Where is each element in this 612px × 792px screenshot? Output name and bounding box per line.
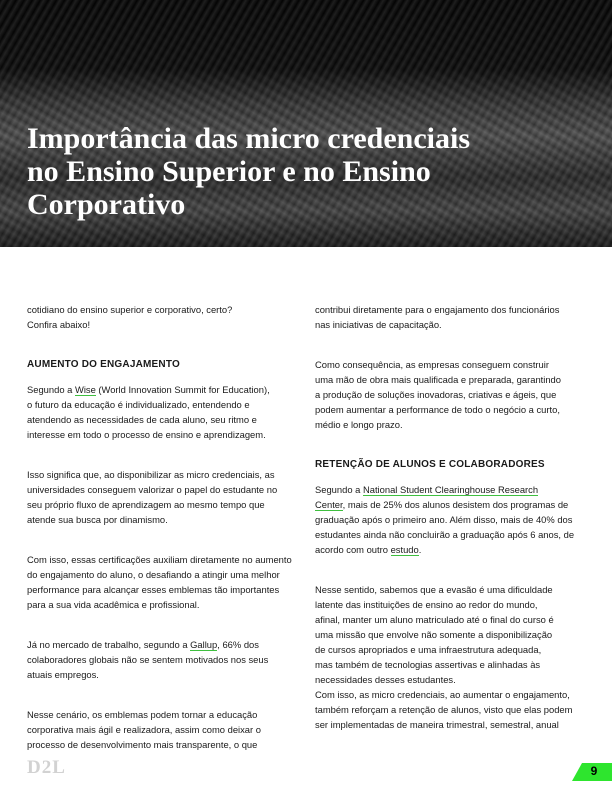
link-clearinghouse-center[interactable]: Center xyxy=(315,499,343,510)
paragraph-gallup: Já no mercado de trabalho, segundo a Gallup, 66% dos colaboradores globais não se sentem motivados nos seus atuais empregos. xyxy=(27,639,269,680)
title-line: no Ensino Superior e no Ensino xyxy=(27,155,431,188)
link-gallup[interactable]: Gallup xyxy=(190,639,218,650)
paragraph-certifications: Com isso, essas certificações auxiliam diretamente no aumento do engajamento do aluno, o desafiando a atingir uma melhor performance para alcançar esses emblemas tão importantes para a sua vida acadêmica e profissional. xyxy=(27,554,292,610)
section-heading-engagement: AUMENTO DO ENGAJAMENTO xyxy=(27,359,180,370)
link-clearinghouse[interactable]: National Student Clearinghouse Research xyxy=(362,484,539,495)
paragraph-universities: Isso significa que, ao disponibilizar as micro credenciais, as universidades conseguem valorizar o papel do estudante no seu próprio fluxo de aprendizagem ao mesmo tempo que atende sua busca por dinamismo. xyxy=(27,469,278,525)
page-number-badge xyxy=(572,763,612,781)
hero-banner xyxy=(0,0,612,247)
paragraph-evasion: Nesse sentido, sabemos que a evasão é uma dificuldade latente das instituições de ensino ao redor do mundo, afinal, manter um aluno matriculado até o final do curso é uma missão que envolve não somente a disponibilização de cursos apropriados e uma infraestrutura adequada, mas também de tecnologias assertivas e alinhadas às necessidades desses estudantes. Com isso, as micro credenciais, ao aumentar o engajamento, também reforçam a retenção de alunos, visto que elas podem ser implementadas de maneira trimestral, semestral, anual xyxy=(315,584,573,730)
paragraph-wise: Segundo a Wise (World Innovation Summit for Education), o futuro da educação é individualizado, entendendo e atendendo as necessidades de cada aluno, seu ritmo e interesse em todo o processo de ensino e aprendizagem. xyxy=(27,384,270,440)
page-title xyxy=(27,122,587,221)
title-line: Importância das micro credenciais xyxy=(27,122,471,155)
left-column xyxy=(27,302,292,752)
d2l-logo: D2L xyxy=(27,757,66,778)
link-wise[interactable]: Wise xyxy=(74,384,96,395)
page-number: 9 xyxy=(590,764,598,778)
right-column xyxy=(315,302,587,732)
paragraph-consequence: Como consequência, as empresas conseguem construir uma mão de obra mais qualificada e preparada, garantindo a produção de soluções inovadoras, criativas e ágeis, que podem aumentar a performance de todo o negócio a curto, médio e longo prazo. xyxy=(315,359,561,430)
title-line: Corporativo xyxy=(27,188,186,221)
intro-paragraph: cotidiano do ensino superior e corporativo, certo? Confira abaixo! xyxy=(27,304,233,330)
paragraph-contribution: contribui diretamente para o engajamento dos funcionários nas iniciativas de capacitação. xyxy=(315,304,560,330)
section-heading-retention: RETENÇÃO DE ALUNOS E COLABORADORES xyxy=(315,459,545,470)
paragraph-clearinghouse: Segundo a National Student Clearinghouse Research Center, mais de 25% dos alunos desistem dos programas de graduação após o primeiro ano. Além disso, mais de 40% dos estudantes ainda não concluirão a graduação após 6 anos, de acordo com outro estudo. xyxy=(315,484,575,555)
paragraph-scenario: Nesse cenário, os emblemas podem tornar a educação corporativa mais ágil e realizadora, assim como deixar o processo de desenvolvimento mais transparente, o que xyxy=(27,709,261,750)
link-estudo[interactable]: estudo xyxy=(390,544,419,555)
